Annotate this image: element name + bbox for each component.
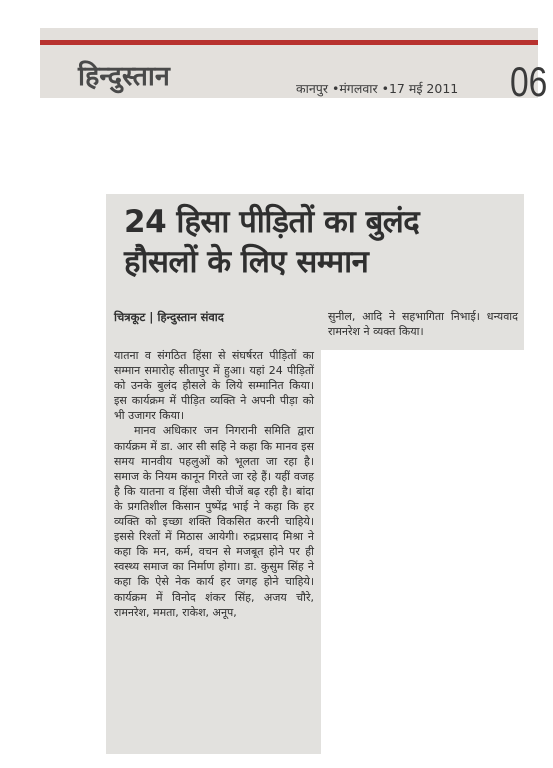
newspaper-masthead [40,28,548,105]
dateline: कानपुर •मंगलवार •17 मई 2011 [296,81,459,96]
masthead-rule [40,40,538,45]
page-number: 06 [510,58,548,105]
article-byline: चित्रकूट | हिन्दुस्तान संवाद [114,310,224,324]
article-paragraph: मानव अधिकार जन निगरानी समिति द्वारा कार्यक्रम में डा. आर सी सहि ने कहा कि मानव इस समय मानवीय पहलुओं को भूलता जा रहा है। समाज के नियम कानून गिरते जा रहे हैं। यहीं वजह है कि यातना व हिंसा जैसी चीजें बढ़ रही है। बांदा के प्रगतिशील किसान पुष्पेंद्र भाई ने कहा कि हर व्यक्ति को इच्छा शक्ति विकसित करनी चाहिये। इससे रिश्तों में मिठास आयेगी। रुद्रप्रसाद मिश्रा ने कहा कि मन, कर्म, वचन से मजबूत होने पर ही स्वस्थ्य समाज का निर्माण होगा। डा. कुसुम सिंह ने कहा कि ऐसे नेक कार्य हर जगह होने चाहिये। कार्यक्रम में विनोद शंकर सिंह, अजय चौरे, रामनरेश, ममता, राकेश, अनूप, [114,424,314,619]
newspaper-name: हिन्दुस्तान [78,61,170,92]
headline-line-1: 24 हिसा पीड़ितों का बुलंद [124,204,420,240]
article-headline [124,202,519,282]
article-body [114,348,314,620]
article-right-column: सुनील, आदि ने सहभागिता निभाई। धन्यवाद रामनरेश ने व्यक्त किया। [328,310,518,338]
headline-line-2: हौसलों के लिए सम्मान [124,244,369,280]
article-paragraph: यातना व संगठित हिंसा से संघर्षरत पीड़ितों का सम्मान समारोह सीतापुर में हुआ। यहां 24 पीड़ितों को उनके बुलंद हौसले के लिये सम्मानित किया। इस कार्यक्रम में पीड़ित व्यक्ति ने अपनी पीड़ा को भी उजागर किया। [114,349,314,423]
